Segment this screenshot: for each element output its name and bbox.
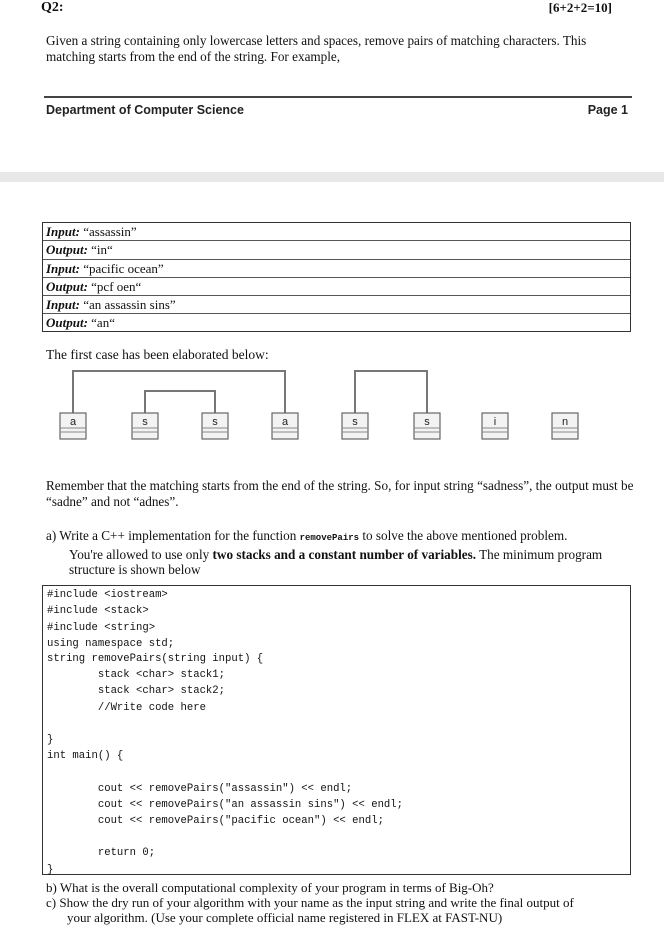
letter-label: s [212,416,218,428]
examples-box [42,222,631,332]
example-line: Input: “pacific ocean” [43,260,630,278]
code-line: cout << removePairs("an assassin sins") << endl; [47,799,404,811]
part-c-text: c) Show the dry run of your algorithm with your name as the input string and write the final output of [46,895,574,910]
code-line: #include <string> [47,622,156,634]
letter-label: n [561,416,569,428]
example-line: Input: “assassin” [43,223,630,241]
parts-b-c [46,880,646,925]
example-line: Input: “an assassin sins” [43,296,630,314]
letter-cell [202,413,228,439]
letter-label: a [281,416,289,428]
code-line: return 0; [47,847,156,859]
letter-label: i [493,416,497,428]
question-intro: Given a string containing only lowercase letters and spaces, remove pairs of matching characters. This matching starts from the end of the string. For example, [46,33,587,64]
code-line: string removePairs(string input) { [47,653,264,665]
page-number: Page 1 [587,103,628,117]
header-rule [44,96,632,98]
code-line: #include <stack> [47,605,149,617]
question-label: Q2: [41,0,64,15]
part-c-text-cont: your algorithm. (Use your complete official name registered in FLEX at FAST-NU) [67,910,503,925]
example-line: Output: “an“ [46,315,115,331]
letter-cell [342,413,368,439]
letter-cell [132,413,158,439]
code-listing [42,585,631,875]
letter-label: s [424,416,430,428]
remember-note: Remember that the matching starts from the end of the string. So, for input string “sadness”, the output must be “sadne” and not “adnes”. [46,478,634,509]
pair-matching-diagram [40,365,600,465]
code-line: int main() { [47,750,124,762]
pair-connector [145,391,215,413]
code-line: } [47,864,54,876]
code-line: //Write code here [47,702,206,714]
part-a-text: a) Write a C++ implementation for the function removePairs to solve the above mentioned problem. You're allowed to use only two stacks and a constant number of variables. The minimum program structure is shown below [46,528,603,577]
letter-cell [552,413,578,439]
letter-cell [414,413,440,439]
code-line: cout << removePairs("pacific ocean") << endl; [47,815,384,827]
letter-label: s [142,416,148,428]
pair-connector [355,371,427,413]
code-line: stack <char> stack2; [47,685,226,697]
example-line: Output: “pcf oen“ [43,278,630,296]
elaboration-text: The first case has been elaborated below: [46,347,269,362]
letter-label: a [69,416,77,428]
page-break-band [0,172,664,182]
code-line: stack <char> stack1; [47,669,226,681]
part-b-text: b) What is the overall computational complexity of your program in terms of Big-Oh? [46,880,494,895]
code-line: using namespace std; [47,638,175,650]
question-marks: [6+2+2=10] [548,0,612,15]
function-name: removePairs [299,533,360,543]
letter-cell [272,413,298,439]
code-line: } [47,734,54,746]
code-line: #include <iostream> [47,589,168,601]
letter-cell [60,413,86,439]
example-line: Output: “in“ [43,241,630,259]
department-header: Department of Computer Science [46,103,244,117]
code-line: cout << removePairs("assassin") << endl; [47,783,353,795]
letter-label: s [352,416,358,428]
letter-cell [482,413,508,439]
